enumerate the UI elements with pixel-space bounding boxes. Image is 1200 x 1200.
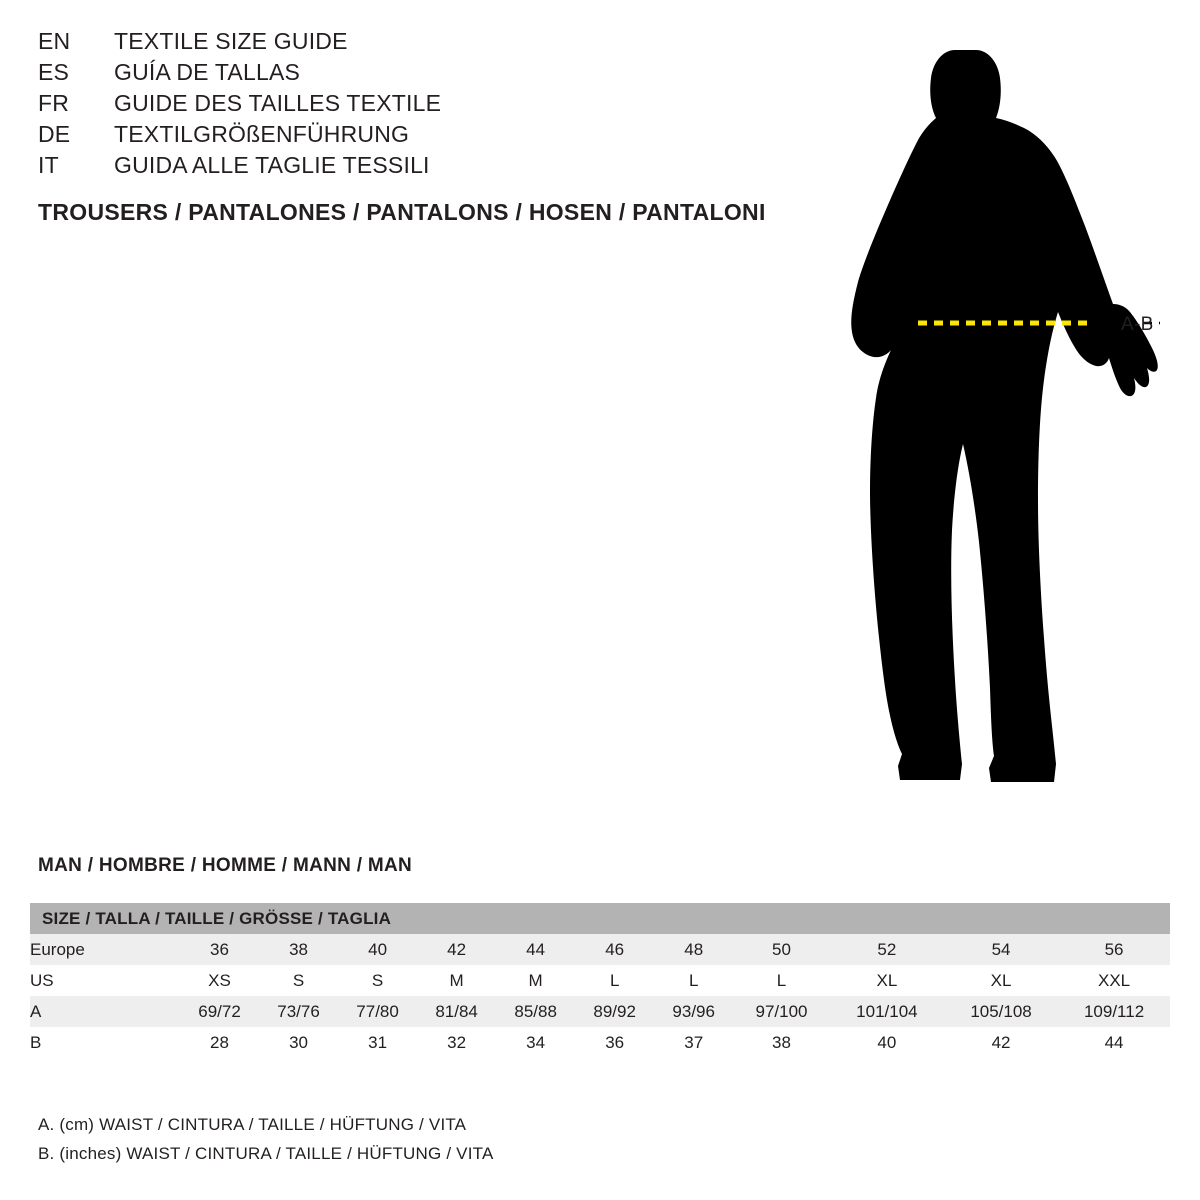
cell: 32 <box>417 1027 496 1058</box>
cell: 109/112 <box>1058 996 1170 1027</box>
row-label: A <box>30 996 180 1027</box>
language-row <box>38 90 798 121</box>
footnote-a: A. (cm) WAIST / CINTURA / TAILLE / HÜFTUNG / VITA <box>38 1115 467 1134</box>
man-silhouette-icon <box>851 50 1158 782</box>
cell: 97/100 <box>733 996 830 1027</box>
cell: 34 <box>496 1027 575 1058</box>
cell: 36 <box>575 1027 654 1058</box>
cell: L <box>654 965 733 996</box>
cell: 40 <box>830 1027 944 1058</box>
cell: 40 <box>338 934 417 965</box>
cell: 73/76 <box>259 996 338 1027</box>
language-row <box>38 28 798 59</box>
cell: 48 <box>654 934 733 965</box>
language-code: FR <box>38 90 70 116</box>
language-code: IT <box>38 152 59 178</box>
language-text: TEXTILGRÖßENFÜHRUNG <box>114 121 410 147</box>
cell: 52 <box>830 934 944 965</box>
language-row <box>38 121 798 152</box>
cell: S <box>259 965 338 996</box>
language-text: GUIDE DES TAILLES TEXTILE <box>114 90 442 116</box>
cell: 44 <box>1058 1027 1170 1058</box>
cell: 54 <box>944 934 1058 965</box>
cell: 37 <box>654 1027 733 1058</box>
cell: M <box>496 965 575 996</box>
language-row <box>38 59 798 90</box>
section-title-man: MAN / HOMBRE / HOMME / MANN / MAN <box>38 855 413 876</box>
cell: 44 <box>496 934 575 965</box>
cell: 101/104 <box>830 996 944 1027</box>
language-code: EN <box>38 28 71 54</box>
cell: L <box>575 965 654 996</box>
footnote-b: B. (inches) WAIST / CINTURA / TAILLE / HÜFTUNG / VITA <box>38 1144 494 1163</box>
language-row <box>38 152 798 183</box>
cell: M <box>417 965 496 996</box>
cell: 28 <box>180 1027 259 1058</box>
cell: 56 <box>1058 934 1170 965</box>
table-header-row <box>30 903 1170 934</box>
cell: 89/92 <box>575 996 654 1027</box>
table-row <box>30 965 1170 996</box>
cell: 93/96 <box>654 996 733 1027</box>
cell: XL <box>830 965 944 996</box>
cell: 38 <box>733 1027 830 1058</box>
cell: 69/72 <box>180 996 259 1027</box>
cell: 30 <box>259 1027 338 1058</box>
row-label: B <box>30 1027 180 1058</box>
table-header-label: SIZE / TALLA / TAILLE / GRÖSSE / TAGLIA <box>30 903 1170 934</box>
language-text: GUIDA ALLE TAGLIE TESSILI <box>114 152 430 178</box>
cell: 36 <box>180 934 259 965</box>
cell: 38 <box>259 934 338 965</box>
cell: XS <box>180 965 259 996</box>
row-label: Europe <box>30 934 180 965</box>
table-row <box>30 1027 1170 1058</box>
language-code: DE <box>38 121 71 147</box>
cell: 77/80 <box>338 996 417 1027</box>
cell: L <box>733 965 830 996</box>
cell: XXL <box>1058 965 1170 996</box>
cell: S <box>338 965 417 996</box>
footnotes <box>38 1110 494 1168</box>
measure-label-ab: A-B <box>1121 314 1154 335</box>
table-row <box>30 996 1170 1027</box>
cell: 81/84 <box>417 996 496 1027</box>
size-table <box>30 903 1170 1058</box>
cell: 46 <box>575 934 654 965</box>
row-label: US <box>30 965 180 996</box>
language-title-block <box>38 28 798 226</box>
cell: 105/108 <box>944 996 1058 1027</box>
language-text: TEXTILE SIZE GUIDE <box>114 28 348 54</box>
cell: 50 <box>733 934 830 965</box>
cell: 42 <box>417 934 496 965</box>
language-code: ES <box>38 59 70 85</box>
cell: 85/88 <box>496 996 575 1027</box>
table-row <box>30 934 1170 965</box>
language-text: GUÍA DE TALLAS <box>114 59 301 85</box>
cell: 31 <box>338 1027 417 1058</box>
garment-title: TROUSERS / PANTALONES / PANTALONS / HOSEN / PANTALONI <box>38 199 766 225</box>
figure-illustration <box>800 20 1200 810</box>
cell: 42 <box>944 1027 1058 1058</box>
cell: XL <box>944 965 1058 996</box>
